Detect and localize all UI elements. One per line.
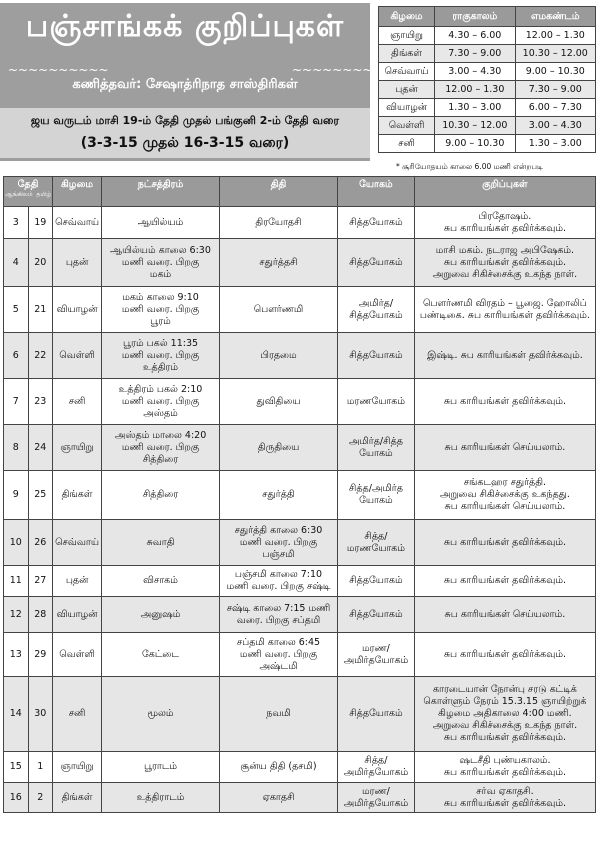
date-tamil: 2 <box>28 783 53 813</box>
day-cell: செவ்வாய் <box>53 207 102 239</box>
thithi-cell: சூன்ய திதி (தசமி) <box>220 752 338 783</box>
date-english: 15 <box>4 752 29 783</box>
notes-cell: சுப காரியங்கள் தவிர்க்கவும். <box>414 379 595 425</box>
date-english: 12 <box>4 597 29 633</box>
yogam-cell: சித்தயோகம் <box>337 597 414 633</box>
notes-cell: சுப காரியங்கள் செய்யலாம். <box>414 425 595 471</box>
rahu-header-ema: எமகண்டம் <box>515 7 595 27</box>
table-row <box>4 633 596 677</box>
date-english: 8 <box>4 425 29 471</box>
star-cell: மூலம் <box>102 677 220 752</box>
thithi-cell: பஞ்சமி காலை 7:10 மணி வரை. பிறகு சஷ்டி <box>220 566 338 597</box>
notes-cell: பிரதோஷம். சுப காரியங்கள் தவிர்க்கவும். <box>414 207 595 239</box>
rahu-row <box>379 45 596 63</box>
period-panel <box>0 108 370 158</box>
rahu-row <box>379 99 596 117</box>
date-english: 6 <box>4 333 29 379</box>
rahu-day: புதன் <box>379 81 435 99</box>
star-cell: மகம் காலை 9:10 மணி வரை. பிறகு பூரம் <box>102 287 220 333</box>
day-cell: புதன் <box>53 239 102 287</box>
notes-cell: காரடையான் நோன்பு சரடு கட்டிக் கொள்ளும் நேரம் 15.3.15 ஞாயிற்றுக் கிழமை அதிகாலை 4:00 மணி. அறுவை சிகிச்சைக்கு உகந்த நாள். சுப காரியங்கள் தவிர்க்கவும். <box>414 677 595 752</box>
rahu-kalam-table <box>378 6 596 153</box>
star-cell: உத்திராடம் <box>102 783 220 813</box>
table-row <box>4 471 596 520</box>
rahu-day: வெள்ளி <box>379 117 435 135</box>
ema-kandam: 6.00 – 7.30 <box>515 99 595 117</box>
thithi-cell: சதுர்த்தி காலை 6:30 மணி வரை. பிறகு பஞ்சமி <box>220 520 338 566</box>
date-tamil: 21 <box>28 287 53 333</box>
thithi-cell: திரயோதசி <box>220 207 338 239</box>
notes-cell: மாசி மகம். நடராஜ அபிஷேகம். சுப காரியங்கள் தவிர்க்கவும். அறுவை சிகிச்சைக்கு உகந்த நாள். <box>414 239 595 287</box>
day-cell: வியாழன் <box>53 597 102 633</box>
footnote: * சூரியோதயம் காலை 6.00 மணி என்றபடி <box>396 162 543 171</box>
star-cell: விசாகம் <box>102 566 220 597</box>
day-cell: திங்கள் <box>53 783 102 813</box>
period-line: ஜய வருடம் மாசி 19-ம் தேதி முதல் பங்குனி 2-ம் தேதி வரை <box>30 114 340 127</box>
header-thithi: திதி <box>220 177 338 207</box>
ema-kandam: 12.00 – 1.30 <box>515 27 595 45</box>
notes-cell: இஷ்டி. சுப காரியங்கள் தவிர்க்கவும். <box>414 333 595 379</box>
rahu-kalam: 10.30 – 12.00 <box>435 117 515 135</box>
star-cell: பூரம் பகல் 11:35 மணி வரை. பிறகு உத்திரம் <box>102 333 220 379</box>
page-title: பஞ்சாங்கக் குறிப்புகள் <box>25 9 345 44</box>
yogam-cell: சித்தயோகம் <box>337 239 414 287</box>
yogam-cell: சித்த/ மரணயோகம் <box>337 520 414 566</box>
ornament-left-icon: ~~~~~~~~~~ <box>8 63 109 77</box>
date-tamil: 20 <box>28 239 53 287</box>
yogam-cell: அமிர்த/ சித்தயோகம் <box>337 287 414 333</box>
day-cell: ஞாயிறு <box>53 425 102 471</box>
yogam-cell: சித்த/அமிர்த யோகம் <box>337 471 414 520</box>
star-cell: அனுஷம் <box>102 597 220 633</box>
rahu-row <box>379 63 596 81</box>
thithi-cell: ஏகாதசி <box>220 783 338 813</box>
day-cell: சனி <box>53 677 102 752</box>
thithi-cell: சஷ்டி காலை 7:15 மணி வரை. பிறகு சப்தமி <box>220 597 338 633</box>
thithi-cell: துவிதியை <box>220 379 338 425</box>
rahu-kalam: 3.00 – 4.30 <box>435 63 515 81</box>
date-tamil: 26 <box>28 520 53 566</box>
notes-cell: சுப காரியங்கள் தவிர்க்கவும். <box>414 566 595 597</box>
notes-cell: சங்கடஹர சதுர்த்தி. அறுவை சிகிச்சைக்கு உகந்தது. சுப காரியங்கள் செய்யலாம். <box>414 471 595 520</box>
thithi-cell: சதுர்த்தசி <box>220 239 338 287</box>
rahu-day: வியாழன் <box>379 99 435 117</box>
rahu-kalam: 9.00 – 10.30 <box>435 135 515 153</box>
rahu-kalam: 4.30 – 6.00 <box>435 27 515 45</box>
date-tamil: 28 <box>28 597 53 633</box>
thithi-cell: சப்தமி காலை 6:45 மணி வரை. பிறகு அஷ்டமி <box>220 633 338 677</box>
date-tamil: 27 <box>28 566 53 597</box>
rahu-row <box>379 81 596 99</box>
yogam-cell: சித்தயோகம் <box>337 677 414 752</box>
header-date: தேதி ஆங்கிலம் தமிழ் <box>4 177 53 207</box>
rahu-row <box>379 27 596 45</box>
table-row <box>4 379 596 425</box>
header-yogam: யோகம் <box>337 177 414 207</box>
date-tamil: 30 <box>28 677 53 752</box>
date-tamil: 1 <box>28 752 53 783</box>
star-cell: சுவாதி <box>102 520 220 566</box>
rahu-day: செவ்வாய் <box>379 63 435 81</box>
rahu-day: திங்கள் <box>379 45 435 63</box>
rahu-row <box>379 117 596 135</box>
table-row <box>4 597 596 633</box>
thithi-cell: திருதியை <box>220 425 338 471</box>
table-row <box>4 677 596 752</box>
ornament-right-icon: ~~~~~~~~~~ <box>292 63 393 77</box>
date-english: 16 <box>4 783 29 813</box>
thithi-cell: பிரதமை <box>220 333 338 379</box>
rahu-kalam: 1.30 – 3.00 <box>435 99 515 117</box>
date-english: 9 <box>4 471 29 520</box>
day-cell: வெள்ளி <box>53 633 102 677</box>
header-star: நட்சத்திரம் <box>102 177 220 207</box>
notes-cell: சுப காரியங்கள் தவிர்க்கவும். <box>414 633 595 677</box>
date-english: 14 <box>4 677 29 752</box>
day-cell: சனி <box>53 379 102 425</box>
date-tamil: 24 <box>28 425 53 471</box>
date-tamil: 23 <box>28 379 53 425</box>
yogam-cell: மரணயோகம் <box>337 379 414 425</box>
star-cell: பூராடம் <box>102 752 220 783</box>
date-english: 4 <box>4 239 29 287</box>
rahu-header-day: கிழமை <box>379 7 435 27</box>
notes-cell: ஷடசீதி புண்யகாலம். சுப காரியங்கள் தவிர்க்கவும். <box>414 752 595 783</box>
star-cell: உத்திரம் பகல் 2:10 மணி வரை. பிறகு அஸ்தம் <box>102 379 220 425</box>
ema-kandam: 3.00 – 4.30 <box>515 117 595 135</box>
day-cell: வியாழன் <box>53 287 102 333</box>
yogam-cell: மரண/ அமிர்தயோகம் <box>337 783 414 813</box>
date-english: 10 <box>4 520 29 566</box>
ema-kandam: 10.30 – 12.00 <box>515 45 595 63</box>
rahu-day: சனி <box>379 135 435 153</box>
yogam-cell: சித்தயோகம் <box>337 566 414 597</box>
day-cell: புதன் <box>53 566 102 597</box>
table-row <box>4 207 596 239</box>
date-english: 3 <box>4 207 29 239</box>
yogam-cell: சித்தயோகம் <box>337 333 414 379</box>
date-english: 11 <box>4 566 29 597</box>
rahu-kalam: 7.30 – 9.00 <box>435 45 515 63</box>
table-row <box>4 333 596 379</box>
notes-cell: சர்வ ஏகாதசி. சுப காரியங்கள் தவிர்க்கவும். <box>414 783 595 813</box>
author-line: கணித்தவர்: சேஷாத்ரிநாத சாஸ்திரிகள் <box>72 77 298 92</box>
date-english: 7 <box>4 379 29 425</box>
thithi-cell: சதுர்த்தி <box>220 471 338 520</box>
thithi-cell: பௌர்ணமி <box>220 287 338 333</box>
notes-cell: சுப காரியங்கள் தவிர்க்கவும். <box>414 520 595 566</box>
thithi-cell: நவமி <box>220 677 338 752</box>
notes-cell: சுப காரியங்கள் செய்யலாம். <box>414 597 595 633</box>
date-tamil: 29 <box>28 633 53 677</box>
ema-kandam: 7.30 – 9.00 <box>515 81 595 99</box>
date-range: (3-3-15 முதல் 16-3-15 வரை) <box>80 135 290 151</box>
date-english: 13 <box>4 633 29 677</box>
rahu-row <box>379 135 596 153</box>
date-tamil: 22 <box>28 333 53 379</box>
day-cell: செவ்வாய் <box>53 520 102 566</box>
table-row <box>4 287 596 333</box>
table-row <box>4 425 596 471</box>
table-row <box>4 239 596 287</box>
date-english: 5 <box>4 287 29 333</box>
panchangam-table <box>3 176 596 813</box>
table-row <box>4 752 596 783</box>
ema-kandam: 9.00 – 10.30 <box>515 63 595 81</box>
table-row <box>4 520 596 566</box>
star-cell: சித்திரை <box>102 471 220 520</box>
date-tamil: 19 <box>28 207 53 239</box>
yogam-cell: சித்த/ அமிர்தயோகம் <box>337 752 414 783</box>
star-cell: ஆயில்யம் காலை 6:30 மணி வரை. பிறகு மகம் <box>102 239 220 287</box>
rahu-header-rahu: ராகுகாலம் <box>435 7 515 27</box>
table-row <box>4 783 596 813</box>
star-cell: அஸ்தம் மாலை 4:20 மணி வரை. பிறகு சித்திரை <box>102 425 220 471</box>
header-day: கிழமை <box>53 177 102 207</box>
yogam-cell: மரண/ அமிர்தயோகம் <box>337 633 414 677</box>
rahu-day: ஞாயிறு <box>379 27 435 45</box>
date-tamil: 25 <box>28 471 53 520</box>
rahu-kalam: 12.00 – 1.30 <box>435 81 515 99</box>
notes-cell: பௌர்ணமி விரதம் – பூஜை. ஹோலிப் பண்டிகை. சுப காரியங்கள் தவிர்க்கவும். <box>414 287 595 333</box>
header-notes: குறிப்புகள் <box>414 177 595 207</box>
day-cell: வெள்ளி <box>53 333 102 379</box>
ema-kandam: 1.30 – 3.00 <box>515 135 595 153</box>
day-cell: திங்கள் <box>53 471 102 520</box>
star-cell: ஆயில்யம் <box>102 207 220 239</box>
table-row <box>4 566 596 597</box>
yogam-cell: அமிர்த/சித்த யோகம் <box>337 425 414 471</box>
day-cell: ஞாயிறு <box>53 752 102 783</box>
star-cell: கேட்டை <box>102 633 220 677</box>
yogam-cell: சித்தயோகம் <box>337 207 414 239</box>
